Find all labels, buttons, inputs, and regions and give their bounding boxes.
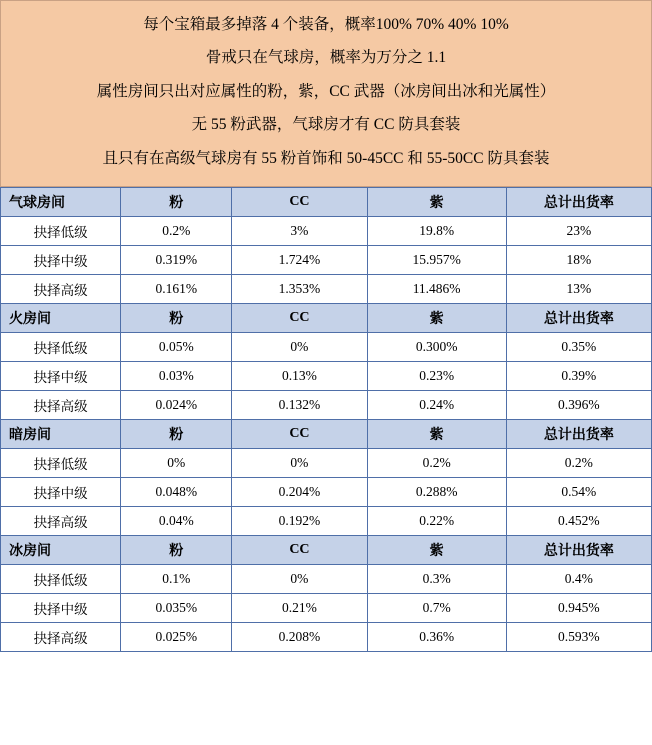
column-header-total: 总计出货率 [506, 536, 651, 565]
row-label: 抉择低级 [1, 217, 121, 246]
table-header-row [1, 420, 652, 449]
cell-cc: 0% [232, 565, 367, 594]
room-name-header: 冰房间 [1, 536, 121, 565]
cell-purple: 0.36% [367, 623, 506, 652]
cell-cc: 1.724% [232, 246, 367, 275]
column-header-purple: 紫 [367, 188, 506, 217]
table-row [1, 217, 652, 246]
cell-pink: 0.025% [121, 623, 232, 652]
cell-cc: 3% [232, 217, 367, 246]
row-label: 抉择低级 [1, 333, 121, 362]
note-line-2: 骨戒只在气球房，概率为万分之 1.1 [205, 49, 447, 67]
table-row [1, 275, 652, 304]
cell-purple: 0.300% [367, 333, 506, 362]
room-name-header: 火房间 [1, 304, 121, 333]
cell-pink: 0.035% [121, 594, 232, 623]
row-label: 抉择高级 [1, 391, 121, 420]
cell-purple: 0.7% [367, 594, 506, 623]
cell-total: 0.35% [506, 333, 651, 362]
column-header-pink: 粉 [121, 420, 232, 449]
cell-cc: 0.13% [232, 362, 367, 391]
column-header-purple: 紫 [367, 420, 506, 449]
cell-total: 0.4% [506, 565, 651, 594]
row-label: 抉择高级 [1, 507, 121, 536]
row-label: 抉择低级 [1, 449, 121, 478]
cell-total: 18% [506, 246, 651, 275]
column-header-total: 总计出货率 [506, 420, 651, 449]
cell-pink: 0.1% [121, 565, 232, 594]
notes-panel [0, 0, 652, 187]
row-label: 抉择低级 [1, 565, 121, 594]
note-line-5: 且只有在高级气球房有 55 粉首饰和 50-45CC 和 55-50CC 防具套装 [102, 149, 550, 167]
cell-purple: 0.24% [367, 391, 506, 420]
cell-cc: 1.353% [232, 275, 367, 304]
table-row [1, 362, 652, 391]
cell-pink: 0.319% [121, 246, 232, 275]
cell-total: 0.945% [506, 594, 651, 623]
column-header-cc: CC [232, 420, 367, 449]
cell-total: 0.54% [506, 478, 651, 507]
table-row [1, 449, 652, 478]
cell-purple: 0.288% [367, 478, 506, 507]
table-row [1, 333, 652, 362]
cell-total: 23% [506, 217, 651, 246]
cell-cc: 0.21% [232, 594, 367, 623]
note-line-4: 无 55 粉武器，气球房才有 CC 防具套装 [191, 116, 461, 134]
cell-cc: 0.192% [232, 507, 367, 536]
row-label: 抉择高级 [1, 623, 121, 652]
cell-purple: 0.3% [367, 565, 506, 594]
row-label: 抉择高级 [1, 275, 121, 304]
cell-total: 0.2% [506, 449, 651, 478]
row-label: 抉择中级 [1, 362, 121, 391]
cell-pink: 0.05% [121, 333, 232, 362]
table-header-row [1, 188, 652, 217]
cell-purple: 11.486% [367, 275, 506, 304]
cell-purple: 0.22% [367, 507, 506, 536]
room-name-header: 气球房间 [1, 188, 121, 217]
column-header-cc: CC [232, 304, 367, 333]
cell-pink: 0.03% [121, 362, 232, 391]
row-label: 抉择中级 [1, 478, 121, 507]
cell-total: 0.39% [506, 362, 651, 391]
row-label: 抉择中级 [1, 594, 121, 623]
column-header-purple: 紫 [367, 536, 506, 565]
cell-total: 0.396% [506, 391, 651, 420]
table-row [1, 507, 652, 536]
cell-purple: 15.957% [367, 246, 506, 275]
cell-total: 13% [506, 275, 651, 304]
table-row [1, 565, 652, 594]
cell-purple: 0.23% [367, 362, 506, 391]
cell-pink: 0.2% [121, 217, 232, 246]
cell-pink: 0.048% [121, 478, 232, 507]
drop-rate-table [0, 187, 652, 652]
note-line-1: 每个宝箱最多掉落 4 个装备，概率100% 70% 40% 10% [143, 16, 509, 33]
column-header-cc: CC [232, 536, 367, 565]
table-row [1, 478, 652, 507]
cell-total: 0.452% [506, 507, 651, 536]
cell-total: 0.593% [506, 623, 651, 652]
table-row [1, 594, 652, 623]
row-label: 抉择中级 [1, 246, 121, 275]
cell-cc: 0% [232, 449, 367, 478]
table-row [1, 391, 652, 420]
cell-pink: 0.024% [121, 391, 232, 420]
cell-pink: 0.161% [121, 275, 232, 304]
column-header-total: 总计出货率 [506, 188, 651, 217]
cell-cc: 0.132% [232, 391, 367, 420]
cell-purple: 19.8% [367, 217, 506, 246]
column-header-pink: 粉 [121, 304, 232, 333]
cell-pink: 0% [121, 449, 232, 478]
column-header-total: 总计出货率 [506, 304, 651, 333]
note-line-3: 属性房间只出对应属性的粉，紫，CC 武器（冰房间出冰和光属性） [96, 82, 556, 100]
cell-cc: 0% [232, 333, 367, 362]
table-header-row [1, 536, 652, 565]
table-row [1, 246, 652, 275]
cell-purple: 0.2% [367, 449, 506, 478]
column-header-pink: 粉 [121, 536, 232, 565]
column-header-purple: 紫 [367, 304, 506, 333]
column-header-cc: CC [232, 188, 367, 217]
table-header-row [1, 304, 652, 333]
cell-pink: 0.04% [121, 507, 232, 536]
cell-cc: 0.208% [232, 623, 367, 652]
column-header-pink: 粉 [121, 188, 232, 217]
room-name-header: 暗房间 [1, 420, 121, 449]
cell-cc: 0.204% [232, 478, 367, 507]
table-row [1, 623, 652, 652]
